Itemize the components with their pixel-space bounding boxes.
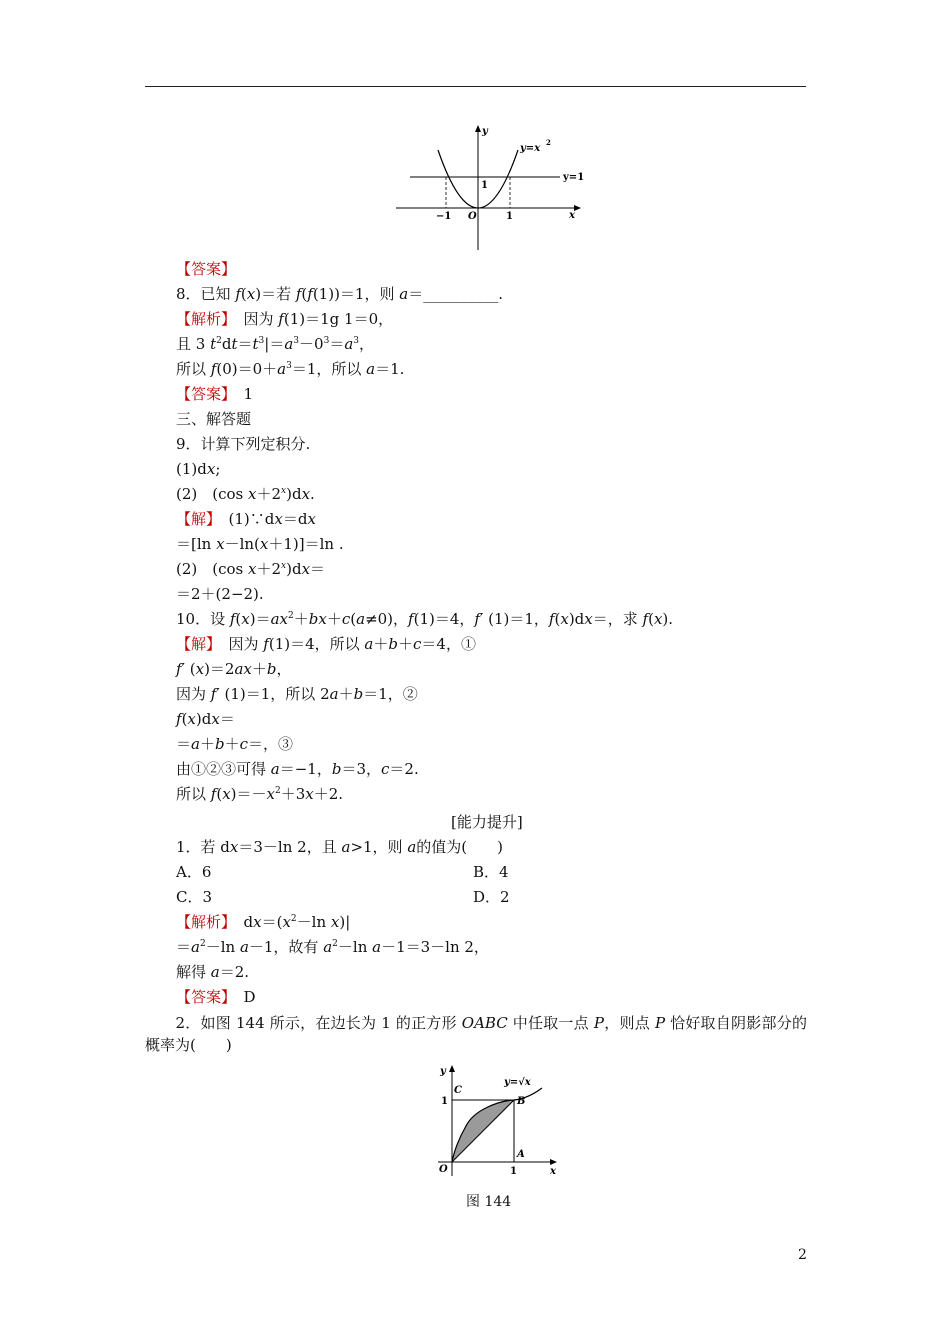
fig2-y-label: y (440, 1066, 446, 1077)
figure-parabola (392, 120, 592, 252)
question-8: 8．已知 f(x)＝若 f(f(1))＝1，则 a＝__________. (176, 285, 503, 303)
practice-1: 1．若 dx＝3－ln 2，且 a>1，则 a的值为( ) (176, 838, 503, 856)
fig2-b-label: B (517, 1096, 526, 1107)
fig1-line-label: y=1 (563, 172, 585, 183)
q9-part-2: (2) (cos $x+2^x)dx$. (176, 485, 315, 503)
q10-solution-line-5: ＝a＋b＋c＝，③ (176, 735, 294, 753)
fig2-o-label: O (439, 1164, 448, 1175)
p1-option-b[interactable]: B．4 (473, 863, 509, 881)
q10-solution: 【解】 因为 f(1)＝4，所以 a＋b＋c＝4，① (176, 635, 476, 653)
practice-2: 2．如图 144 所示，在边长为 1 的正方形 OABC 中任取一点 P，则点 P 恰好取自阴影部分的概率为( ) (145, 1014, 807, 1054)
q10-solution-line-3: 因为 f′ (1)＝1，所以 2a＋b＝1，② (176, 685, 418, 703)
p1-analysis-line-2: $=a^2-\ln$ a－1，故有 $a^2-\ln$ a－1＝3－ln 2， (176, 938, 489, 956)
section-3-heading: 三、解答题 (176, 410, 252, 428)
fig1-neg-one-label: −1 (436, 211, 452, 222)
header-rule (145, 86, 806, 87)
fig2-c-label: C (454, 1085, 462, 1096)
q10-solution-line-6: 由①②③可得 a＝−1，b＝3，c＝2. (176, 760, 419, 778)
figure-square (424, 1064, 564, 1180)
fig1-origin-label: O (468, 211, 477, 222)
q9-solution-line-3: (2) (cos $x+2^x)dx=$ (176, 560, 326, 578)
q9-part-1: (1)dx; (176, 460, 221, 478)
fig1-curve-exp: 2 (546, 138, 551, 147)
p1-analysis: 【解析】 $dx=(x^2-\ln$ x)| (176, 913, 351, 931)
q10-solution-line-2: f′ (x)＝2ax＋b， (176, 660, 292, 678)
fig2-x-label: x (550, 1166, 556, 1177)
q9-solution-line-4: ＝2＋(2−2). (176, 585, 264, 603)
q8-analysis: 【解析】 因为 f(1)＝1g 1＝0， (176, 310, 394, 328)
p1-option-a[interactable]: A．6 (176, 863, 212, 881)
q9-solution-line-2: ＝[ln x－ln(x＋1)]＝ln . (176, 535, 344, 553)
fig1-curve-label: y=x (520, 143, 541, 154)
fig2-one-x: 1 (510, 1166, 517, 1177)
q8-answer: 【答案】 1 (176, 385, 254, 403)
p1-analysis-line-3: 解得 a＝2. (176, 963, 250, 981)
fig2-one-y: 1 (441, 1096, 448, 1107)
q10-solution-line-4: f(x)dx＝ (176, 710, 235, 728)
fig2-a-label: A (517, 1149, 525, 1160)
p1-option-c[interactable]: C．3 (176, 888, 213, 906)
q8-line-3: 所以 $f(0)=0+a^3=1$，所以 a＝1. (176, 360, 405, 378)
figure-caption: 图 144 (466, 1194, 512, 1210)
fig1-tick-one: 1 (506, 211, 513, 222)
ability-heading: [能力提升] (451, 813, 523, 831)
fig1-x-label: x (569, 210, 575, 221)
fig1-one-label: 1 (481, 180, 488, 191)
p1-answer: 【答案】 D (176, 988, 256, 1006)
q7-answer: 【答案】 (176, 260, 237, 278)
fig1-y-label: y (482, 126, 488, 137)
question-10: 10．设 $f(x)=ax^2+bx+c(a\ne 0)$，f(1)＝4，f′ (1)＝1，f(x)dx＝，求 f(x). (176, 610, 674, 628)
question-9: 9．计算下列定积分. (176, 435, 311, 453)
page-number: 2 (798, 1247, 807, 1263)
p1-option-d[interactable]: D．2 (473, 888, 510, 906)
q9-solution: 【解】 (1)∵dx＝dx (176, 510, 316, 528)
q10-solution-line-7: 所以 $f(x)=-x^2+3x+2$. (176, 785, 344, 803)
fig2-curve-label: y=√x (504, 1077, 531, 1088)
q8-line-2: 且 3 $t^2dt=t^3|=a^3-0^3=a^3$， (176, 335, 375, 353)
